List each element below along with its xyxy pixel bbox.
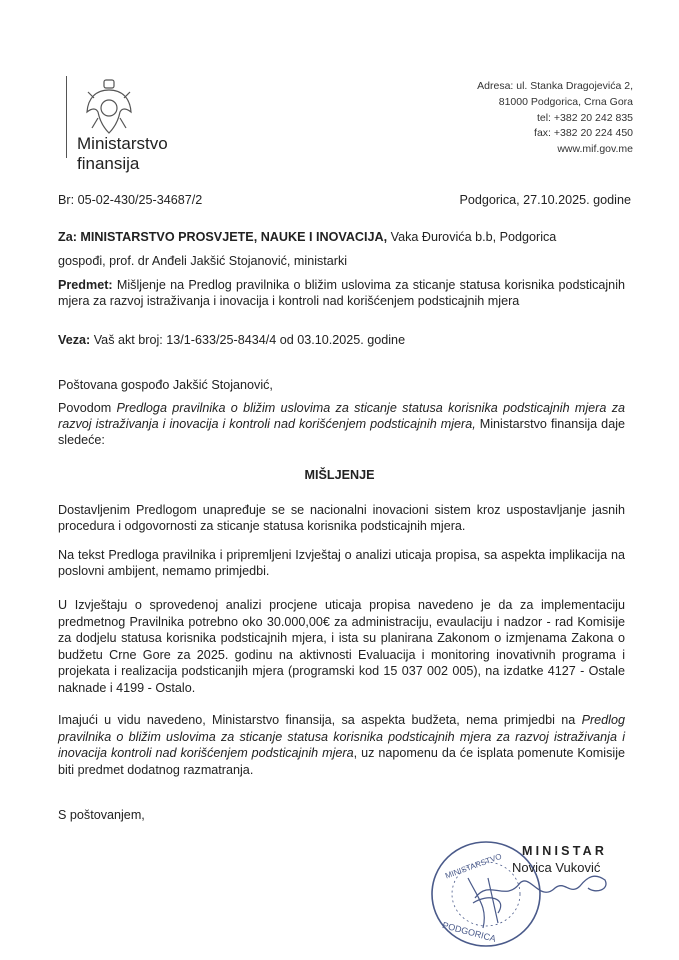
signatory-name: Novica Vuković	[512, 860, 601, 875]
paragraph: Dostavljenim Predlogom unapređuje se se nacionalni inovacioni sistem kroz uspostavljanje jasnih procedura i odgovornosti za sticanje statusa korisnika podsticajnih mjera.	[58, 503, 625, 534]
reference	[58, 332, 405, 348]
address-block	[477, 79, 633, 158]
svg-text:MINISTARSTVO: MINISTARSTVO	[443, 851, 503, 881]
subject-label: Predmet:	[58, 278, 113, 292]
closing-suffix: , uz napomenu da će isplata pomenute Komisije biti predmet dodatnog razmatranja.	[58, 746, 625, 777]
reference-text: Vaš akt broj: 13/1-633/25-8434/4 od 03.10.2025. godine	[93, 333, 406, 347]
ministry-name	[77, 134, 168, 174]
heading: MIŠLJENJE	[304, 468, 375, 482]
recipient-label: Za:	[58, 230, 77, 244]
paragraph: U Izvještaju o sprovedenoj analizi procjene uticaja propisa navedeno je da za implementaciju predmetnog Pravilnika potrebno oko 30.000,00€ za administraciju, evaulaciju i nadzor - rad Komisije za dodjelu statusa korisnika podsticajnih mjera, i ista su planirana Zakonom o izmjenama Zakona o budžetu Crne Gore za 2025. godinu na aktivnosti Evaluacija i monitoring inovativnih programa i projekata i realizacija podsticanjih mjera (programski kod 15 037 002 005), na izdatke 4127 - Ostale naknade i 4199 - Ostalo.	[58, 598, 625, 695]
subject-text: Mišljenje na Predlog pravilnika o bližim uslovima za sticanje statusa korisnika podsticajnih mjera za razvoj istraživanja i inovacija i kontroli nad korišćenjem podsticajnih mjera	[58, 278, 625, 309]
closing-italic: Predlog pravilnika o bližim uslovima za sticanje statusa korisnika podsticajnih mjera za razvoj istraživanja i inovacija kontroli nad korišćenjem podsticajnih mjera	[58, 713, 625, 761]
date-line: Podgorica, 27.10.2025. godine	[459, 193, 631, 207]
coat-of-arms-icon	[84, 78, 134, 136]
sign-off: S poštovanjem,	[58, 808, 145, 822]
phone: tel: +382 20 242 835	[536, 111, 633, 124]
ministry-name-line1: Ministarstvo	[77, 134, 168, 153]
address-line: Adresa: ul. Stanka Dragojevića 2,	[477, 80, 633, 92]
intro-paragraph	[58, 400, 625, 449]
paragraph: Na tekst Predloga pravilnika i pripremljeni Izvještaj o analizi uticaja propisa, sa aspekta implikacija na poslovni ambijent, nemamo primjedbi.	[58, 548, 625, 579]
closing-paragraph	[58, 712, 625, 778]
intro-suffix: Ministarstvo finansija daje sledeće:	[58, 417, 625, 448]
intro-italic: Predloga pravilnika o bližim uslovima za sticanje statusa korisnika podsticajnih mjera za razvoj istraživanja i inovacija i kontroli nad korišćenjem podsticajnih mjera,	[58, 401, 625, 432]
fax: fax: +382 20 224 450	[534, 127, 633, 140]
subject	[58, 277, 625, 309]
salutation: Poštovana gospođo Jakšić Stojanović,	[58, 378, 273, 392]
reference-label: Veza:	[58, 333, 91, 347]
recipient-address: Vaka Đurovića b.b, Podgorica	[390, 230, 557, 244]
recipient-line	[58, 229, 638, 245]
recipient-person: gospođi, prof. dr Anđeli Jakšić Stojanović, ministarki	[58, 254, 348, 268]
address-line: 81000 Podgorica, Crna Gora	[498, 95, 633, 108]
recipient-org: MINISTARSTVO PROSVJETE, NAUKE I INOVACIJA,	[80, 230, 388, 244]
closing-prefix: Imajući u vidu navedeno, Ministarstvo finansija, sa aspekta budžeta, nema primjedbi na	[58, 713, 576, 727]
letterhead-divider	[66, 76, 67, 158]
intro-prefix: Povodom	[58, 401, 112, 415]
reference-number: Br: 05-02-430/25-34687/2	[58, 193, 203, 207]
website: www.mif.gov.me	[557, 143, 633, 156]
ministry-name-line2: finansija	[77, 154, 140, 173]
svg-text:PODGORICA: PODGORICA	[441, 919, 497, 944]
signatory-title: MINISTAR	[522, 844, 608, 858]
